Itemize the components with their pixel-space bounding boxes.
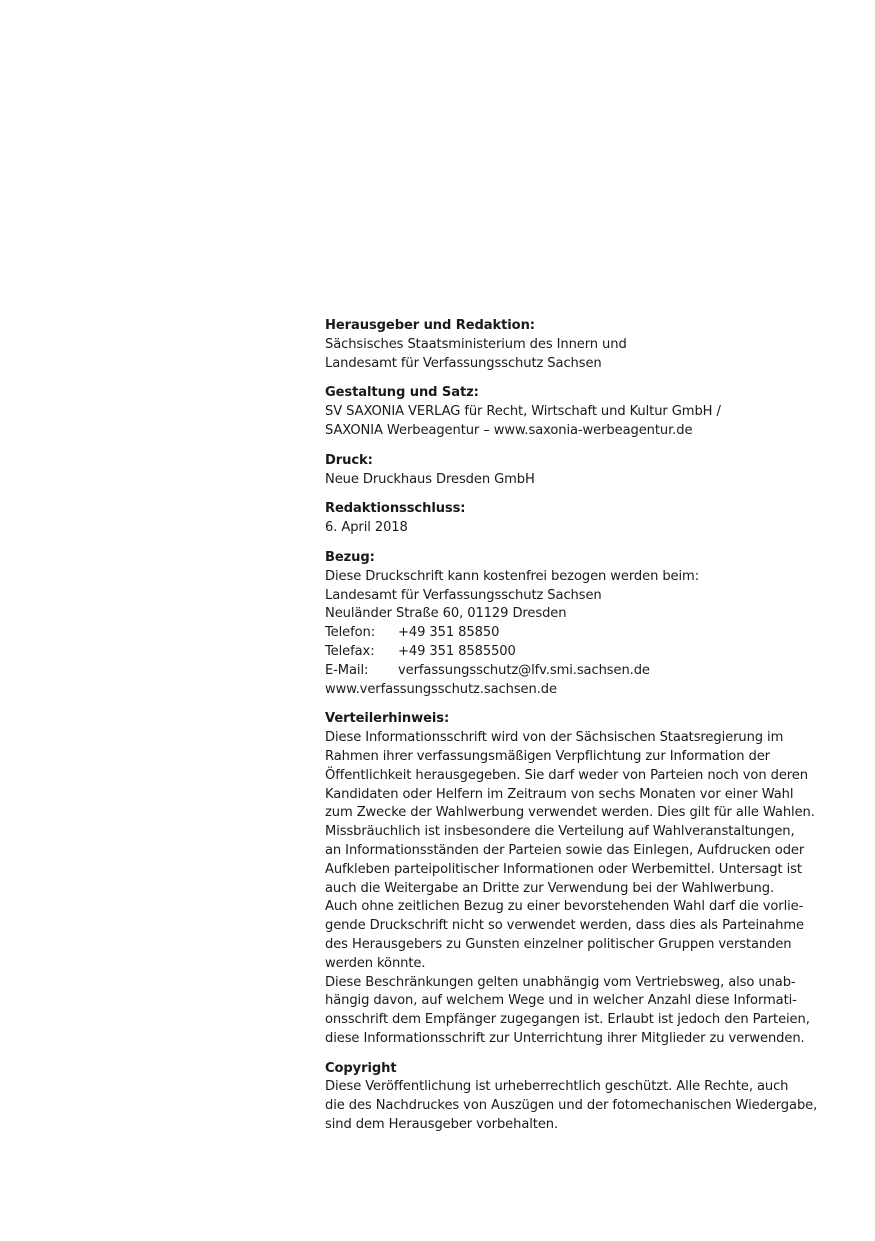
section-heading: Verteilerhinweis: [325,711,450,727]
contact-label: Telefon: [325,625,376,641]
text-line: Neuländer Straße 60, 01129 Dresden [325,606,567,622]
section-heading: Druck: [325,452,373,468]
section-copyright [325,1060,845,1135]
text-line: an Informationsständen der Parteien sowie das Einlegen, Aufdrucken oder [325,842,805,858]
text-line: Diese Druckschrift kann kostenfrei bezogen werden beim: [325,568,700,584]
text-line: Kandidaten oder Helfern im Zeitraum von sechs Monaten vor einer Wahl [325,786,794,802]
section-heading: Redaktionsschluss: [325,501,466,517]
section-druck [325,452,845,490]
section-heading: Gestaltung und Satz: [325,385,479,401]
text-line: Diese Informationsschrift wird von der Sächsischen Staatsregierung im [325,730,784,746]
section-bezug [325,549,845,699]
section-heading: Herausgeber und Redaktion: [325,318,535,333]
text-line: auch die Weitergabe an Dritte zur Verwendung bei der Wahlwerbung. [325,880,775,896]
text-line: Landesamt für Verfassungsschutz Sachsen [325,355,602,371]
text-line: gende Druckschrift nicht so verwendet werden, dass dies als Parteinahme [325,918,804,934]
text-line: hängig davon, auf welchem Wege und in welcher Anzahl diese Informati- [325,993,797,1009]
website-url: www.verfassungsschutz.sachsen.de [325,681,557,697]
text-line: Aufkleben parteipolitischer Informationen oder Werbemittel. Untersagt ist [325,861,802,877]
contact-phone [325,624,845,643]
section-heading: Copyright [325,1060,397,1076]
text-line: die des Nachdruckes von Auszügen und der fotomechanischen Wiedergabe, [325,1098,818,1114]
text-line: Sächsisches Staatsministerium des Innern und [325,336,627,352]
text-line: werden könnte. [325,955,426,971]
date-line: 6. April 2018 [325,520,408,536]
contact-label: E-Mail: [325,662,369,678]
phone-number: +49 351 85850 [398,625,500,641]
section-redaktionsschluss [325,500,845,538]
contact-fax [325,643,845,662]
text-line: Auch ohne zeitlichen Bezug zu einer bevorstehenden Wahl darf die vorlie- [325,899,804,915]
contact-label: Telefax: [325,643,375,659]
text-line: Missbräuchlich ist insbesondere die Verteilung auf Wahlveranstaltungen, [325,824,795,840]
text-line: diese Informationsschrift zur Unterrichtung ihrer Mitglieder zu verwenden. [325,1030,805,1046]
text-line: Neue Druckhaus Dresden GmbH [325,471,535,487]
fax-number: +49 351 8585500 [398,643,516,659]
section-verteilerhinweis [325,710,845,1048]
email-address: verfassungsschutz@lfv.smi.sachsen.de [398,662,650,678]
text-line: SV SAXONIA VERLAG für Recht, Wirtschaft und Kultur GmbH / [325,404,721,420]
section-heading: Bezug: [325,549,375,565]
text-line: SAXONIA Werbeagentur – www.saxonia-werbeagentur.de [325,422,693,438]
text-line: Rahmen ihrer verfassungsmäßigen Verpflichtung zur Information der [325,748,770,764]
text-line: des Herausgebers zu Gunsten einzelner politischer Gruppen verstanden [325,936,792,952]
contact-email [325,662,845,681]
imprint-block [325,317,845,1146]
text-line: Landesamt für Verfassungsschutz Sachsen [325,587,602,603]
section-herausgeber [325,317,845,373]
text-line: Diese Beschränkungen gelten unabhängig vom Vertriebsweg, also unab- [325,974,796,990]
section-gestaltung [325,384,845,440]
text-line: Diese Veröffentlichung ist urheberrechtlich geschützt. Alle Rechte, auch [325,1079,789,1095]
text-line: Öffentlichkeit herausgegeben. Sie darf weder von Parteien noch von deren [325,767,808,783]
text-line: sind dem Herausgeber vorbehalten. [325,1117,559,1133]
text-line: onsschrift dem Empfänger zugegangen ist. Erlaubt ist jedoch den Parteien, [325,1012,810,1028]
text-line: zum Zwecke der Wahlwerbung verwendet werden. Dies gilt für alle Wahlen. [325,805,815,821]
